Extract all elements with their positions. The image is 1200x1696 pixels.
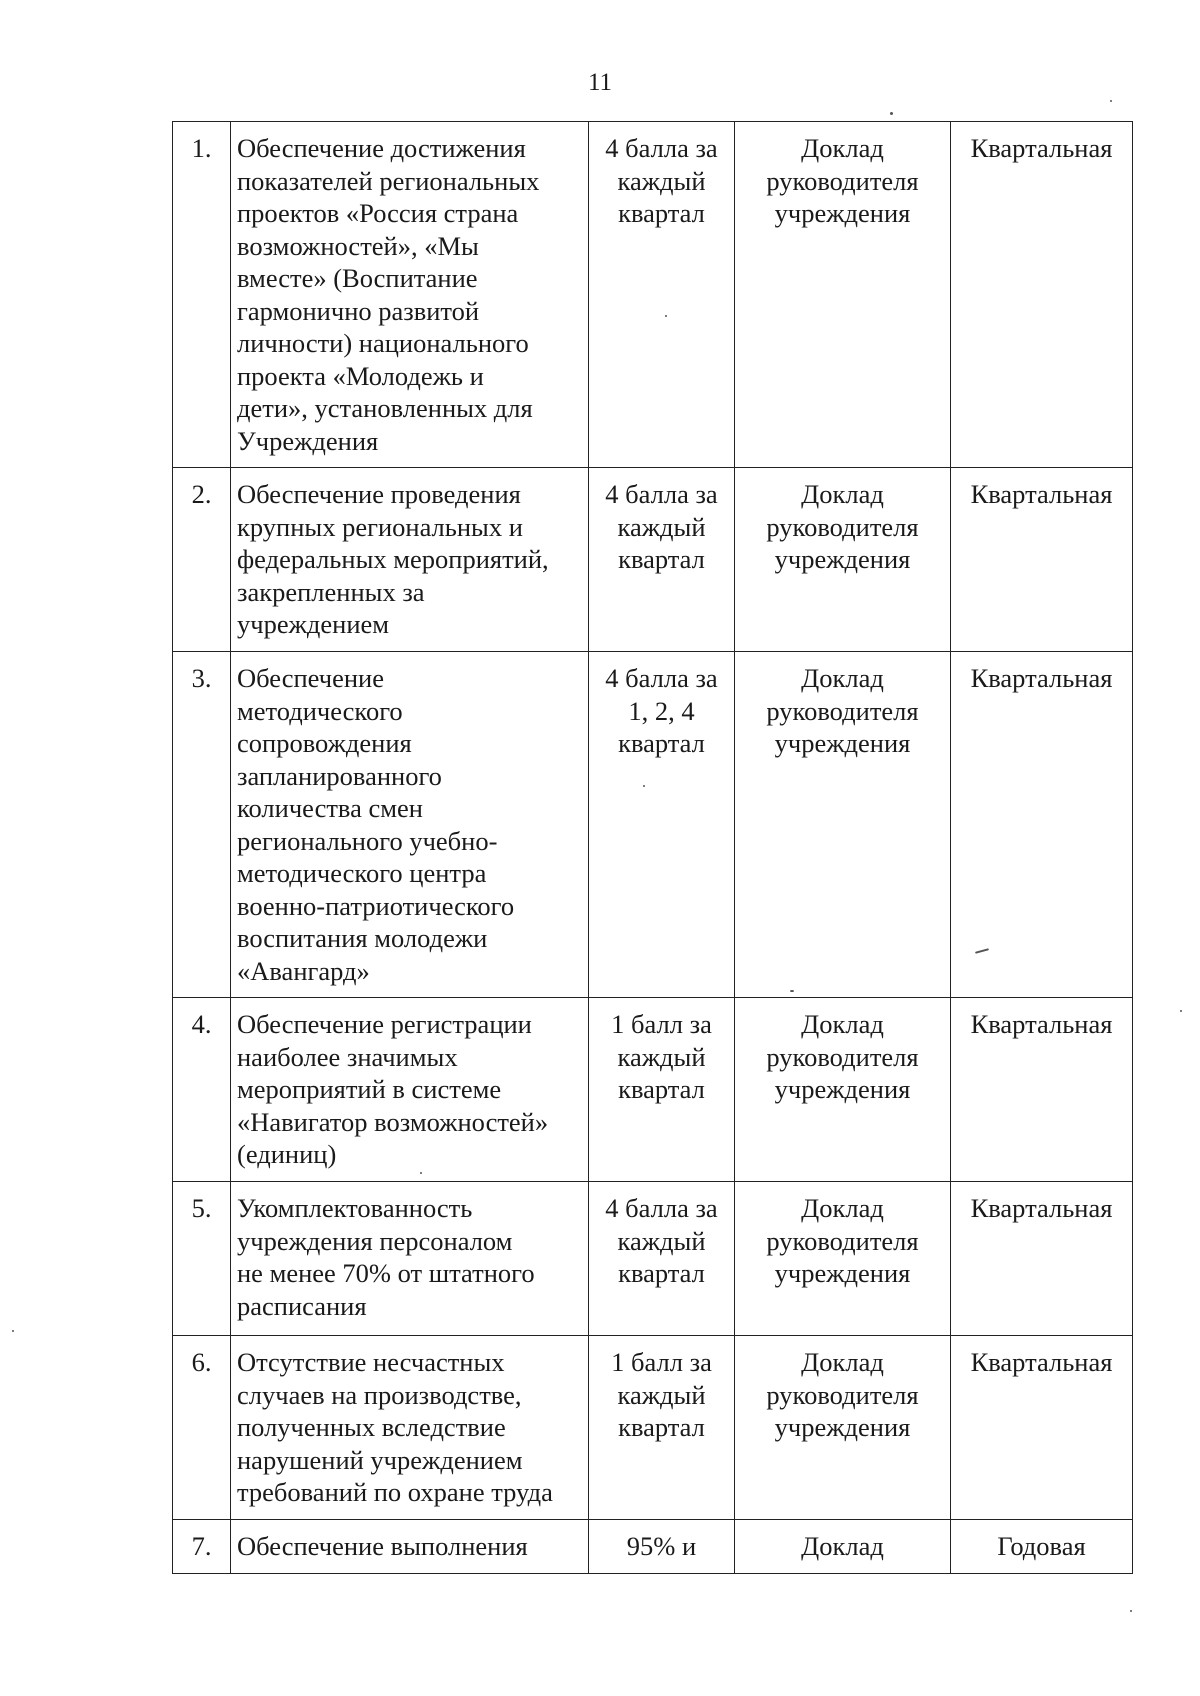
period-cell — [951, 1520, 1133, 1574]
period-value: Квартальная — [970, 1347, 1113, 1377]
score-cell — [589, 1520, 735, 1574]
period-value: Годовая — [997, 1531, 1086, 1561]
source-cell — [735, 1182, 951, 1336]
source-cell — [735, 122, 951, 468]
score-value: 4 балла за каждый квартал — [605, 479, 718, 574]
period-cell — [951, 1182, 1133, 1336]
score-value: 95% и — [626, 1531, 697, 1561]
row-number: 2. — [191, 479, 212, 509]
indicator-name-cell — [231, 1182, 589, 1336]
source-value: Доклад руководителя учреждения — [766, 1193, 919, 1288]
indicator-name: Обеспечение достижения показателей региональных проектов «Россия страна возможностей», «Мы вместе» (Воспитание гармонично развитой личности) национального проекта «Молодежь и дети», установленных для Учреждения — [237, 133, 540, 456]
row-number: 6. — [191, 1347, 212, 1377]
source-cell — [735, 998, 951, 1182]
table-row — [173, 998, 1133, 1182]
indicator-name-cell — [231, 998, 589, 1182]
scan-speck — [890, 112, 893, 115]
source-cell — [735, 468, 951, 652]
period-cell — [951, 652, 1133, 998]
row-number-cell — [173, 1520, 231, 1574]
scan-speck — [790, 990, 794, 992]
score-cell — [589, 1182, 735, 1336]
table-row — [173, 122, 1133, 468]
source-cell — [735, 652, 951, 998]
source-cell — [735, 1336, 951, 1520]
table-row — [173, 468, 1133, 652]
period-cell — [951, 998, 1133, 1182]
table-row — [173, 1182, 1133, 1336]
table-row — [173, 1336, 1133, 1520]
scan-speck — [643, 785, 645, 787]
source-cell — [735, 1520, 951, 1574]
row-number-cell — [173, 122, 231, 468]
period-value: Квартальная — [970, 1009, 1113, 1039]
row-number-cell — [173, 998, 231, 1182]
source-value: Доклад руководителя учреждения — [766, 1347, 919, 1442]
row-number: 7. — [191, 1531, 212, 1561]
score-value: 4 балла за 1, 2, 4 квартал — [605, 663, 718, 758]
indicator-name: Обеспечение проведения крупных региональных и федеральных мероприятий, закрепленных за учреждением — [237, 479, 549, 639]
indicator-name-cell — [231, 468, 589, 652]
source-value: Доклад руководителя учреждения — [766, 133, 919, 228]
score-value: 1 балл за каждый квартал — [611, 1347, 712, 1442]
row-number-cell — [173, 652, 231, 998]
scan-speck — [665, 315, 667, 317]
scan-speck — [1180, 1010, 1182, 1012]
source-value: Доклад руководителя учреждения — [766, 663, 919, 758]
score-cell — [589, 998, 735, 1182]
scan-speck — [12, 1330, 14, 1332]
scan-speck — [1110, 100, 1112, 102]
indicator-name-cell — [231, 1520, 589, 1574]
row-number: 1. — [191, 133, 212, 163]
row-number: 5. — [191, 1193, 212, 1223]
score-value: 4 балла за каждый квартал — [605, 133, 718, 228]
row-number-cell — [173, 468, 231, 652]
score-value: 4 балла за каждый квартал — [605, 1193, 718, 1288]
indicator-name-cell — [231, 122, 589, 468]
indicators-table — [172, 121, 1133, 1574]
table-row — [173, 1520, 1133, 1574]
score-cell — [589, 1336, 735, 1520]
indicator-name: Отсутствие несчастных случаев на производстве, полученных вследствие нарушений учреждением требований по охране труда — [237, 1347, 553, 1507]
row-number-cell — [173, 1336, 231, 1520]
row-number: 4. — [191, 1009, 212, 1039]
indicator-name: Обеспечение методического сопровождения запланированного количества смен регионального учебно- методического центра военно-патриотического воспитания молодежи «Авангард» — [237, 663, 515, 986]
period-value: Квартальная — [970, 479, 1113, 509]
period-value: Квартальная — [970, 663, 1113, 693]
period-cell — [951, 122, 1133, 468]
scan-speck — [1130, 1610, 1132, 1612]
indicator-name: Обеспечение регистрации наиболее значимых мероприятий в системе «Навигатор возможностей» (единиц) — [237, 1009, 549, 1169]
table-row — [173, 652, 1133, 998]
indicator-name-cell — [231, 1336, 589, 1520]
score-cell — [589, 468, 735, 652]
indicator-name-cell — [231, 652, 589, 998]
period-value: Квартальная — [970, 1193, 1113, 1223]
source-value: Доклад руководителя учреждения — [766, 479, 919, 574]
page-number: 11 — [587, 69, 613, 96]
row-number-cell — [173, 1182, 231, 1336]
scan-speck — [420, 1172, 422, 1174]
source-value: Доклад — [801, 1531, 884, 1561]
score-cell — [589, 122, 735, 468]
period-value: Квартальная — [970, 133, 1113, 163]
indicator-name: Укомплектованность учреждения персоналом не менее 70% от штатного расписания — [237, 1193, 535, 1321]
score-value: 1 балл за каждый квартал — [611, 1009, 712, 1104]
period-cell — [951, 1336, 1133, 1520]
indicator-name: Обеспечение выполнения — [237, 1531, 528, 1561]
period-cell — [951, 468, 1133, 652]
source-value: Доклад руководителя учреждения — [766, 1009, 919, 1104]
score-cell — [589, 652, 735, 998]
row-number: 3. — [191, 663, 212, 693]
